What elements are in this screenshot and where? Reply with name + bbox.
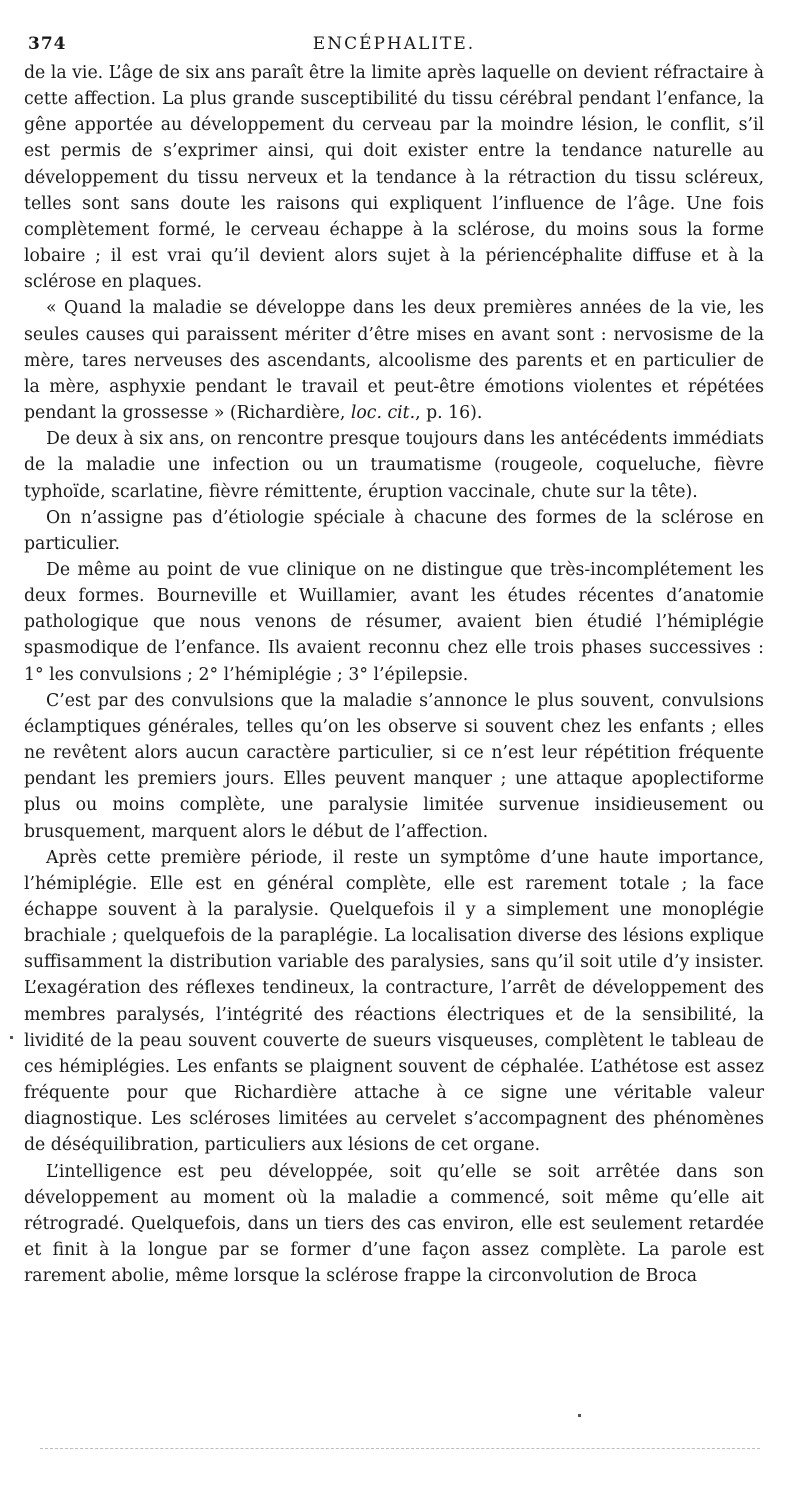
- paragraph-hemiplegia: Après cette première période, il reste un symptôme d’une haute importance, l’hémiplégie. Elle est en général complète, elle est rarement totale ; la face échappe souvent à la paralysie. Quelquefois il y a simplement une monoplégie brachiale ; quelquefois de la paraplégie. La localisation diverse des lésions explique suffisamment la distribution variable des paralysies, sans qu’il soit utile d’y insister. L’exagération des réflexes tendineux, la contracture, l’arrêt de développement des membres paralysés, l’intégrité des réactions électriques et de la sensibilité, la lividité de la peau souvent couverte de sueurs visqueuses, complètent le tableau de ces hémiplégies. Les enfants se plaignent souvent de céphalée. L’athétose est assez fréquente pour que Richardière attache à ce signe une véritable valeur diagnostique. Les scléroses limitées au cervelet s’accompagnent des phénomènes de déséquilibration, particuliers aux lésions de cet organe.: [24, 847, 764, 1156]
- paragraph-two-to-six: De deux à six ans, on rencontre presque toujours dans les antécédents immédiats de la maladie une infection ou un traumatisme (rougeole, coqueluche, fièvre typhoïde, scarlatine, fièvre rémittente, éruption vaccinale, chute sur la tête).: [24, 429, 764, 502]
- citation-tail: , p. 16).: [415, 403, 483, 424]
- paragraph-age-limit: de la vie. L’âge de six ans paraît être la limite après laquelle on devient réfractaire à cette affection. La plus grande susceptibilité du tissu cérébral pendant l’enfance, la gêne apportée au développement du cerveau par la moindre lésion, le conflit, s’il est permis de s’exprimer ainsi, qui doit exister entre la tendance naturelle au développement du tissu nerveux et la tendance à la rétraction du tissu scléreux, telles sont sans doute les raisons qui expliquent l’influence de l’âge. Une fois complètement formé, le cerveau échappe à la sclérose, du moins sous la forme lobaire ; il est vrai qu’il devient alors sujet à la périencéphalite diffuse et à la sclérose en plaques.: [24, 63, 764, 293]
- page-number: 374: [28, 34, 67, 54]
- page-header: [24, 28, 764, 60]
- margin-mark: [10, 1036, 13, 1039]
- paragraph-quotation: [24, 295, 764, 426]
- body-text: [24, 60, 764, 1289]
- quotation-text: « Quand la maladie se développe dans les deux premières années de la vie, les seules causes qui paraissent mériter d’être mises en avant sont : nervosisme de la mère, tares nerveuses des ascendants, alcoolisme des parents et en particulier de la mère, asphyxie pendant le travail et peut-être émotions violentes et répétées pendant la grossesse » (Richardière,: [24, 298, 764, 424]
- paragraph-etiology: On n’assigne pas d’étiologie spéciale à chacune des formes de la sclérose en particulier.: [24, 507, 764, 554]
- citation-italic: loc. cit.: [350, 403, 416, 424]
- page: [24, 28, 764, 1289]
- paragraph-clinical: De même au point de vue clinique on ne distingue que très-incomplétement les deux formes. Bourneville et Wuillamier, avant les études récentes d’anatomie pathologique que nous venons de résumer, avaient bien étudié l’hémiplégie spasmodique de l’enfance. Ils avaient reconnu chez elle trois phases successives : 1° les convulsions ; 2° l’hémiplégie ; 3° l’épilepsie.: [24, 559, 764, 685]
- bottom-dotted-rule: [40, 1448, 760, 1449]
- paragraph-convulsions: C’est par des convulsions que la maladie s’annonce le plus souvent, convulsions éclamptiques générales, telles qu’on les observe si souvent chez les enfants ; elles ne revêtent alors aucun caractère particulier, si ce n’est leur répétition fréquente pendant les premiers jours. Elles peuvent manquer ; une attaque apoplectiforme plus ou moins complète, une paralysie limitée survenue insidieusement ou brusquement, marquent alors le début de l’affection.: [24, 690, 764, 842]
- print-speck: [578, 1414, 581, 1417]
- paragraph-intelligence: L’intelligence est peu développée, soit qu’elle se soit arrêtée dans son développement au moment où la maladie a commencé, soit même qu’elle ait rétrogradé. Quelquefois, dans un tiers des cas environ, elle est seulement retardée et finit à la longue par se former d’une façon assez complète. La parole est rarement abolie, même lorsque la sclérose frappe la circonvolution de Broca: [24, 1161, 764, 1287]
- running-title: ENCÉPHALITE.: [312, 34, 476, 54]
